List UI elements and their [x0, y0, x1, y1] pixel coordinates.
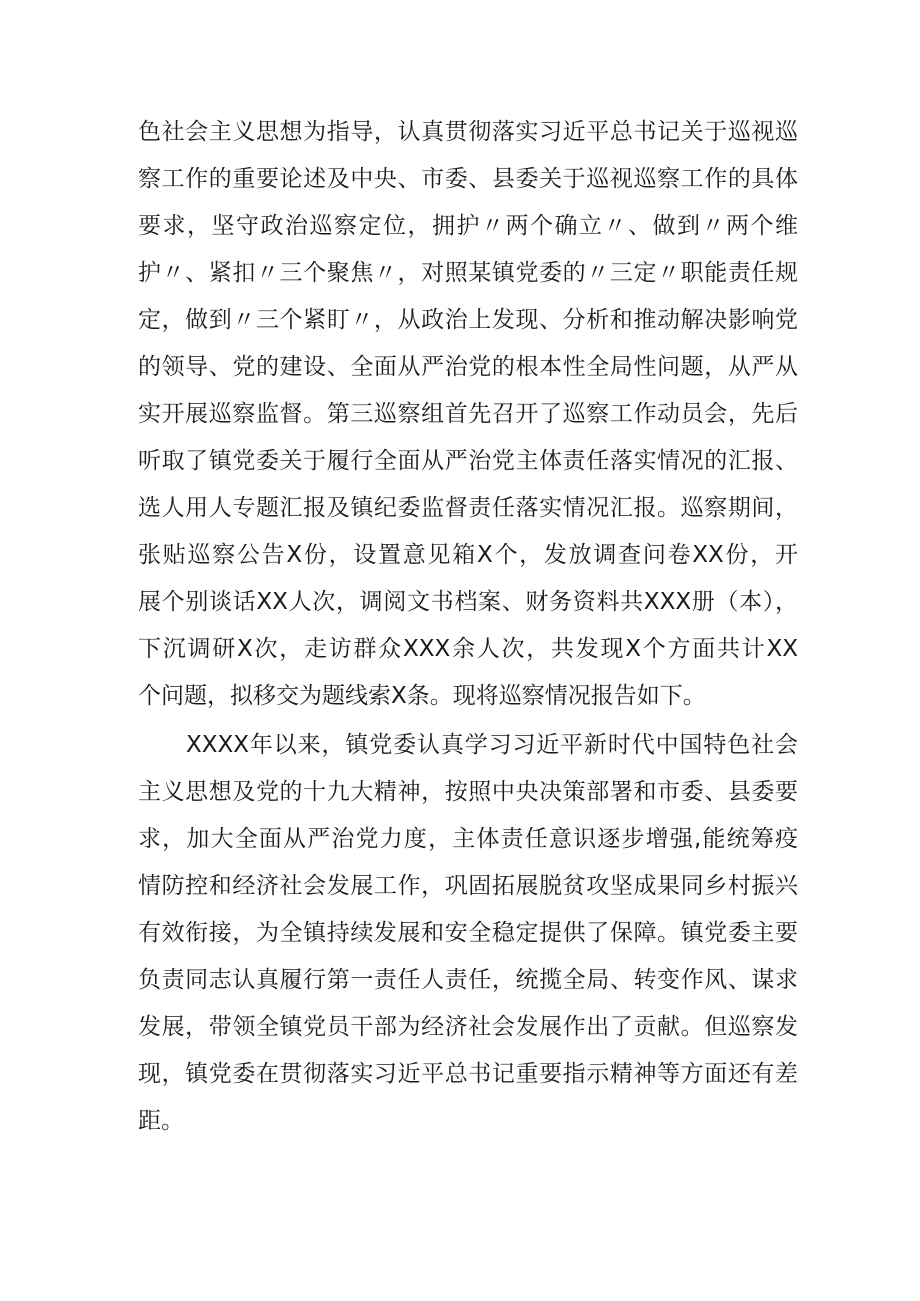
- paragraph-1-line-7: 实开展巡察监督。第三巡察组首先召开了巡察工作动员会，先后: [138, 401, 798, 427]
- paragraph-1-line-3: 要求，坚守政治巡察定位，拥护〃两个确立〃、做到〃两个维: [138, 213, 798, 239]
- paragraph-1-line-12: 下沉调研X次，走访群众XXX余人次，共发现X个方面共计XX: [138, 636, 798, 662]
- paragraph-2-line-2: 主义思想及党的十九大精神，按照中央决策部署和市委、县委要: [138, 779, 798, 805]
- paragraph-1-line-10: 张贴巡察公告X份，设置意见箱X个，发放调查问卷XX份，开: [138, 542, 798, 568]
- paragraph-2-line-7: 发展，带领全镇党员干部为经济社会发展作出了贡献。但巡察发: [138, 1014, 798, 1040]
- paragraph-2-line-8: 现，镇党委在贯彻落实习近平总书记重要指示精神等方面还有差: [138, 1061, 798, 1087]
- paragraph-2-line-3: 求，加大全面从严治党力度，主体责任意识逐步增强,能统筹疫: [138, 826, 798, 852]
- paragraph-1-line-2: 察工作的重要论述及中央、市委、县委关于巡视巡察工作的具体: [138, 166, 798, 192]
- paragraph-1-line-5: 定，做到〃三个紧盯〃，从政治上发现、分析和推动解决影响党: [138, 307, 798, 333]
- paragraph-1-line-4: 护〃、紧扣〃三个聚焦〃，对照某镇党委的〃三定〃职能责任规: [138, 260, 798, 286]
- paragraph-2-line-9: 距。: [138, 1108, 184, 1134]
- paragraph-1-line-1: 色社会主义思想为指导，认真贯彻落实习近平总书记关于巡视巡: [138, 119, 798, 145]
- paragraph-1-line-8: 听取了镇党委关于履行全面从严治党主体责任落实情况的汇报、: [138, 448, 798, 474]
- paragraph-1-line-9: 选人用人专题汇报及镇纪委监督责任落实情况汇报。巡察期间，: [138, 495, 798, 521]
- paragraph-2-line-6: 负责同志认真履行第一责任人责任，统揽全局、转变作风、谋求: [138, 967, 798, 993]
- paragraph-2-line-5: 有效衔接，为全镇持续发展和安全稳定提供了保障。镇党委主要: [138, 920, 798, 946]
- paragraph-1-line-6: 的领导、党的建设、全面从严治党的根本性全局性问题，从严从: [138, 354, 798, 380]
- paragraph-2-line-4: 情防控和经济社会发展工作，巩固拓展脱贫攻坚成果同乡村振兴: [138, 873, 798, 899]
- paragraph-1-line-13: 个问题，拟移交为题线索X条。现将巡察情况报告如下。: [138, 683, 706, 709]
- paragraph-1-line-11: 展个别谈话XX人次，调阅文书档案、财务资料共XXX册（本），: [138, 589, 798, 615]
- paragraph-2-line-1: XXXX年以来，镇党委认真学习习近平新时代中国特色社会: [186, 732, 798, 758]
